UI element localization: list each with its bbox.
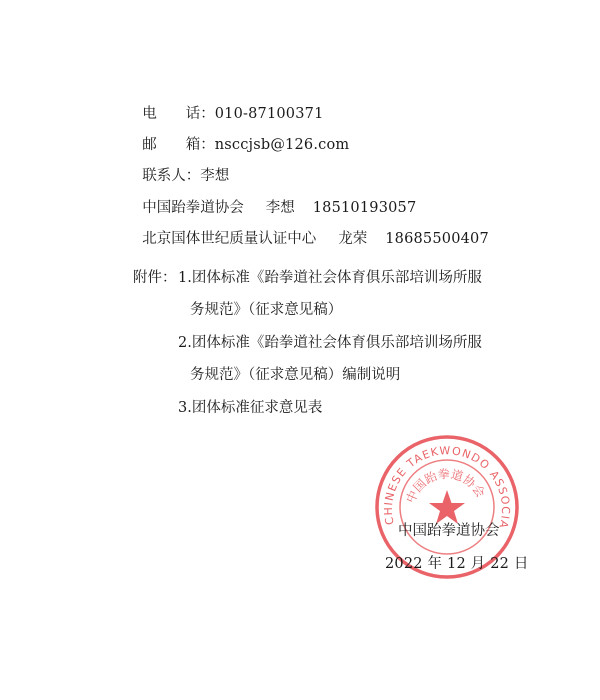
signature-date: 2022 年 12 月 22 日 [385, 556, 529, 572]
email-value: nsccjsb@126.com [214, 137, 350, 153]
contact-value: 李想 [200, 168, 230, 184]
seal-ring-text: CHINESE TAEKWONDO ASSOCIA [381, 444, 513, 530]
signature-org: 中国跆拳道协会 [398, 523, 500, 539]
org2-phone: 18685500407 [385, 231, 489, 247]
phone-label: 电 话： [142, 106, 215, 122]
attachment-1-line2: 务规范》（征求意见稿） [190, 302, 343, 318]
org2-name: 北京国体世纪质量认证中心 [142, 231, 317, 247]
email-label: 邮 箱： [142, 137, 215, 153]
seal-inner-text: 中国跆拳道协会 [403, 466, 488, 506]
attachment-2-line1: 2.团体标准《跆拳道社会体育俱乐部培训场所服 [178, 335, 482, 351]
attachment-3: 3.团体标准征求意见表 [178, 400, 323, 416]
org1-phone: 18510193057 [312, 200, 417, 216]
org1-person: 李想 [265, 200, 295, 216]
phone-value: 010-87100371 [214, 106, 324, 122]
attachment-1-line1: 1.团体标准《跆拳道社会体育俱乐部培训场所服 [178, 270, 482, 286]
org2-line [133, 209, 489, 249]
seal-star-icon [429, 490, 465, 524]
attachment-2-line2: 务规范》（征求意见稿）编制说明 [190, 367, 401, 383]
org2-person: 龙荣 [338, 231, 368, 247]
org1-name: 中国跆拳道协会 [142, 200, 244, 216]
contact-label: 联系人： [142, 168, 201, 184]
attachments-label: 附件： [133, 270, 177, 286]
